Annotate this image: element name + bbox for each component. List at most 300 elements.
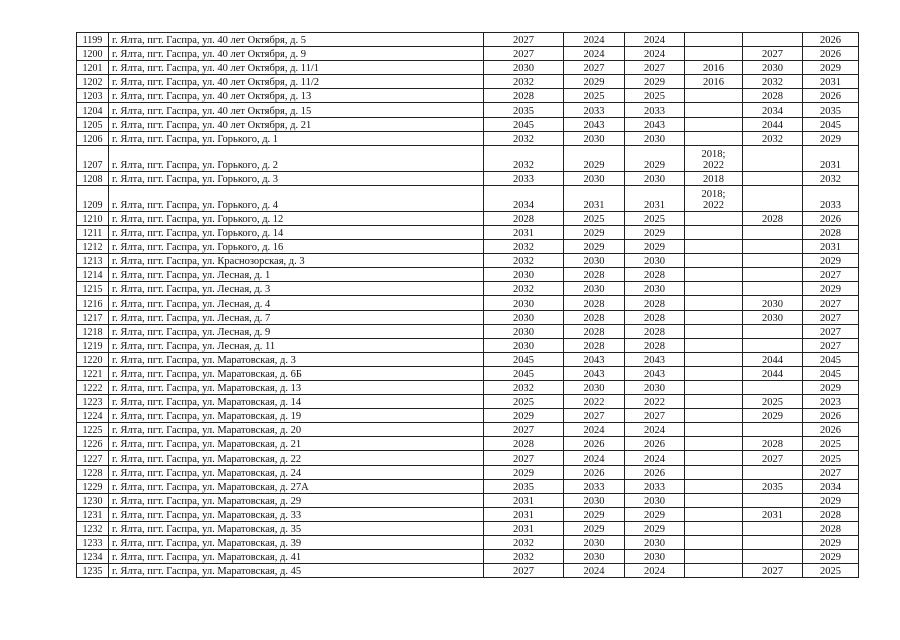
year-cell-c3: 2031 (625, 185, 685, 211)
year-cell-c1: 2033 (484, 171, 564, 185)
year-cell-c4 (685, 254, 743, 268)
table-row (77, 550, 859, 564)
year-cell-c2: 2024 (564, 33, 625, 47)
row-number: 1208 (77, 171, 109, 185)
address-cell: г. Ялта, пгт. Гаспра, ул. Маратовская, д. 35 (109, 521, 484, 535)
year-cell-c2: 2030 (564, 493, 625, 507)
year-cell-c2: 2031 (564, 185, 625, 211)
year-cell-c4 (685, 395, 743, 409)
row-number: 1209 (77, 185, 109, 211)
address-cell: г. Ялта, пгт. Гаспра, ул. Лесная, д. 3 (109, 282, 484, 296)
year-cell-c2: 2024 (564, 423, 625, 437)
year-cell-c3: 2029 (625, 75, 685, 89)
year-cell-c1: 2031 (484, 507, 564, 521)
row-number: 1216 (77, 296, 109, 310)
year-cell-c2: 2028 (564, 338, 625, 352)
table-row (77, 185, 859, 211)
row-number: 1214 (77, 268, 109, 282)
address-cell: г. Ялта, пгт. Гаспра, ул. Маратовская, д. 6Б (109, 366, 484, 380)
address-cell: г. Ялта, пгт. Гаспра, ул. Маратовская, д. 14 (109, 395, 484, 409)
year-cell-c1: 2032 (484, 380, 564, 394)
year-cell-c2: 2029 (564, 507, 625, 521)
year-cell-c5: 2025 (743, 395, 803, 409)
table-row (77, 521, 859, 535)
row-number: 1222 (77, 380, 109, 394)
year-cell-c6: 2045 (803, 366, 859, 380)
year-cell-c3: 2033 (625, 479, 685, 493)
address-cell: г. Ялта, пгт. Гаспра, ул. Лесная, д. 4 (109, 296, 484, 310)
row-number: 1233 (77, 536, 109, 550)
table-row (77, 75, 859, 89)
year-cell-c5: 2035 (743, 479, 803, 493)
row-number: 1235 (77, 564, 109, 578)
table-row (77, 268, 859, 282)
year-cell-c4 (685, 185, 743, 211)
table-row (77, 409, 859, 423)
year-cell-c2: 2026 (564, 465, 625, 479)
address-cell: г. Ялта, пгт. Гаспра, ул. Горького, д. 16 (109, 240, 484, 254)
year-cell-c4: 2018 (685, 171, 743, 185)
row-number: 1219 (77, 338, 109, 352)
year-cell-c3: 2030 (625, 550, 685, 564)
year-cell-c4 (685, 352, 743, 366)
address-cell: г. Ялта, пгт. Гаспра, ул. 40 лет Октября, д. 15 (109, 103, 484, 117)
year-cell-c4: 2016 (685, 75, 743, 89)
year-cell-c6: 2029 (803, 61, 859, 75)
year-cell-c3: 2043 (625, 117, 685, 131)
year-cell-c3: 2024 (625, 47, 685, 61)
year-cell-c1: 2045 (484, 352, 564, 366)
year-cell-c1: 2035 (484, 103, 564, 117)
address-cell: г. Ялта, пгт. Гаспра, ул. Маратовская, д. 29 (109, 493, 484, 507)
year-cell-c3: 2025 (625, 89, 685, 103)
year-cell-c2: 2028 (564, 268, 625, 282)
year-cell-c4 (685, 437, 743, 451)
year-cell-c6: 2023 (803, 395, 859, 409)
year-cell-c5 (743, 225, 803, 239)
year-cell-c2: 2029 (564, 145, 625, 171)
year-cell-c4 (685, 131, 743, 145)
year-cell-c6: 2029 (803, 254, 859, 268)
table-row (77, 61, 859, 75)
year-cell-c4 (685, 296, 743, 310)
year-cell-c3: 2026 (625, 465, 685, 479)
year-cell-c4 (685, 338, 743, 352)
table-row (77, 254, 859, 268)
year-cell-c4 (685, 324, 743, 338)
year-cell-c2: 2022 (564, 395, 625, 409)
year-cell-c2: 2024 (564, 451, 625, 465)
address-cell: г. Ялта, пгт. Гаспра, ул. 40 лет Октября, д. 13 (109, 89, 484, 103)
table-row (77, 117, 859, 131)
year-cell-c6: 2032 (803, 171, 859, 185)
row-number: 1221 (77, 366, 109, 380)
year-cell-c2: 2030 (564, 380, 625, 394)
year-cell-c1: 2027 (484, 47, 564, 61)
row-number: 1203 (77, 89, 109, 103)
year-cell-c2: 2029 (564, 75, 625, 89)
year-cell-c1: 2027 (484, 33, 564, 47)
year-cell-c4 (685, 47, 743, 61)
year-cell-c2: 2024 (564, 47, 625, 61)
year-cell-c1: 2030 (484, 296, 564, 310)
year-cell-c5 (743, 536, 803, 550)
year-cell-c1: 2027 (484, 451, 564, 465)
year-cell-c4 (685, 380, 743, 394)
year-cell-c4 (685, 145, 743, 171)
year-cell-c3: 2030 (625, 131, 685, 145)
year-cell-c4 (685, 536, 743, 550)
row-number: 1205 (77, 117, 109, 131)
year-cell-c2: 2024 (564, 564, 625, 578)
year-cell-c3: 2029 (625, 225, 685, 239)
address-cell: г. Ялта, пгт. Гаспра, ул. Горького, д. 14 (109, 225, 484, 239)
year-cell-c4 (685, 564, 743, 578)
year-cell-c5 (743, 268, 803, 282)
repair-schedule-table (76, 32, 859, 578)
year-cell-c2: 2029 (564, 225, 625, 239)
year-cell-c6: 2026 (803, 409, 859, 423)
year-cell-c5 (743, 282, 803, 296)
year-cell-c6: 2029 (803, 536, 859, 550)
row-number: 1217 (77, 310, 109, 324)
year-cell-c5 (743, 493, 803, 507)
year-cell-c2: 2029 (564, 521, 625, 535)
year-cell-c5 (743, 324, 803, 338)
table-row (77, 338, 859, 352)
year-cell-c4 (685, 493, 743, 507)
row-number: 1229 (77, 479, 109, 493)
year-cell-c2: 2033 (564, 103, 625, 117)
year-cell-c5: 2028 (743, 437, 803, 451)
year-cell-c4 (685, 240, 743, 254)
table-row (77, 310, 859, 324)
year-cell-c2: 2030 (564, 536, 625, 550)
year-cell-c2: 2043 (564, 352, 625, 366)
year-cell-c1: 2032 (484, 240, 564, 254)
row-number: 1231 (77, 507, 109, 521)
table-row (77, 145, 859, 171)
year-cell-c3: 2043 (625, 352, 685, 366)
year-cell-c1: 2031 (484, 521, 564, 535)
year-cell-c6: 2027 (803, 268, 859, 282)
year-cell-c3: 2024 (625, 423, 685, 437)
year-cell-c3: 2043 (625, 366, 685, 380)
row-number: 1199 (77, 33, 109, 47)
year-cell-c2: 2030 (564, 131, 625, 145)
year-cell-c5: 2027 (743, 451, 803, 465)
row-number: 1220 (77, 352, 109, 366)
year-cell-c1: 2045 (484, 117, 564, 131)
year-cell-c5 (743, 145, 803, 171)
year-cell-c3: 2030 (625, 282, 685, 296)
year-cell-c2: 2033 (564, 479, 625, 493)
year-cell-c6: 2027 (803, 310, 859, 324)
row-number: 1212 (77, 240, 109, 254)
table-row (77, 240, 859, 254)
year-cell-c5 (743, 465, 803, 479)
year-cell-c4 (685, 282, 743, 296)
year-cell-c3: 2030 (625, 171, 685, 185)
table-row (77, 536, 859, 550)
year-cell-c3: 2028 (625, 310, 685, 324)
year-cell-c1: 2030 (484, 310, 564, 324)
address-cell: г. Ялта, пгт. Гаспра, ул. Горького, д. 1 (109, 131, 484, 145)
address-cell: г. Ялта, пгт. Гаспра, ул. Лесная, д. 9 (109, 324, 484, 338)
year-cell-c1: 2027 (484, 564, 564, 578)
year-cell-c2: 2025 (564, 211, 625, 225)
address-cell: г. Ялта, пгт. Гаспра, ул. Горького, д. 12 (109, 211, 484, 225)
year-cell-c6: 2026 (803, 423, 859, 437)
year-cell-c6: 2029 (803, 550, 859, 564)
year-cell-c4 (685, 465, 743, 479)
table-row (77, 465, 859, 479)
year-cell-c6: 2026 (803, 47, 859, 61)
year-cell-c5: 2032 (743, 75, 803, 89)
year-cell-c5: 2030 (743, 296, 803, 310)
year-cell-c3: 2030 (625, 254, 685, 268)
year-cell-c3: 2028 (625, 338, 685, 352)
address-cell: г. Ялта, пгт. Гаспра, ул. Маратовская, д. 13 (109, 380, 484, 394)
year-cell-c5: 2027 (743, 564, 803, 578)
table-row (77, 366, 859, 380)
year-cell-c6: 2028 (803, 507, 859, 521)
year-cell-c1: 2032 (484, 550, 564, 564)
year-cell-c6: 2028 (803, 225, 859, 239)
year-cell-c2: 2029 (564, 240, 625, 254)
address-cell: г. Ялта, пгт. Гаспра, ул. Краснозорская, д. 3 (109, 254, 484, 268)
year-cell-c4 (685, 225, 743, 239)
address-cell: г. Ялта, пгт. Гаспра, ул. 40 лет Октября, д. 11/2 (109, 75, 484, 89)
year-cell-c2: 2030 (564, 550, 625, 564)
year-cell-c5 (743, 185, 803, 211)
year-cell-c1: 2030 (484, 338, 564, 352)
year-cell-c3: 2029 (625, 145, 685, 171)
address-cell: г. Ялта, пгт. Гаспра, ул. Горького, д. 3 (109, 171, 484, 185)
year-cell-c6: 2027 (803, 324, 859, 338)
year-line-1: 2018; (701, 148, 726, 160)
table-row (77, 103, 859, 117)
year-cell-c5 (743, 171, 803, 185)
row-number: 1207 (77, 145, 109, 171)
year-line-2: 2022 (703, 159, 724, 171)
year-cell-c6: 2026 (803, 33, 859, 47)
table-body (77, 33, 859, 578)
year-cell-c6: 2035 (803, 103, 859, 117)
year-cell-c3: 2029 (625, 507, 685, 521)
address-cell: г. Ялта, пгт. Гаспра, ул. Маратовская, д. 3 (109, 352, 484, 366)
table-row (77, 225, 859, 239)
year-cell-c5 (743, 338, 803, 352)
year-cell-c2: 2030 (564, 282, 625, 296)
address-cell: г. Ялта, пгт. Гаспра, ул. 40 лет Октября, д. 11/1 (109, 61, 484, 75)
row-number: 1200 (77, 47, 109, 61)
year-cell-c6: 2025 (803, 564, 859, 578)
row-number: 1224 (77, 409, 109, 423)
row-number: 1226 (77, 437, 109, 451)
year-cell-c4 (685, 507, 743, 521)
year-cell-c3: 2029 (625, 240, 685, 254)
table-row (77, 352, 859, 366)
year-cell-c3: 2026 (625, 437, 685, 451)
year-cell-c6: 2027 (803, 465, 859, 479)
year-cell-c2: 2028 (564, 324, 625, 338)
year-cell-c3: 2024 (625, 564, 685, 578)
year-cell-c4 (685, 268, 743, 282)
year-cell-c4 (685, 211, 743, 225)
year-cell-c2: 2026 (564, 437, 625, 451)
year-cell-c6: 2031 (803, 240, 859, 254)
year-cell-c2: 2028 (564, 296, 625, 310)
year-cell-c3: 2029 (625, 521, 685, 535)
row-number: 1218 (77, 324, 109, 338)
row-number: 1215 (77, 282, 109, 296)
year-cell-c6: 2034 (803, 479, 859, 493)
year-cell-c5 (743, 33, 803, 47)
row-number: 1225 (77, 423, 109, 437)
year-cell-c4 (685, 423, 743, 437)
year-cell-c5: 2028 (743, 89, 803, 103)
year-cell-c4 (685, 451, 743, 465)
year-cell-c2: 2027 (564, 61, 625, 75)
address-cell: г. Ялта, пгт. Гаспра, ул. Горького, д. 2 (109, 145, 484, 171)
year-cell-c5: 2030 (743, 61, 803, 75)
year-cell-c5: 2034 (743, 103, 803, 117)
year-cell-c4 (685, 103, 743, 117)
year-cell-c6: 2031 (803, 145, 859, 171)
year-cell-c2: 2030 (564, 254, 625, 268)
address-cell: г. Ялта, пгт. Гаспра, ул. Маратовская, д. 24 (109, 465, 484, 479)
address-cell: г. Ялта, пгт. Гаспра, ул. Маратовская, д. 19 (109, 409, 484, 423)
table-row (77, 89, 859, 103)
year-cell-c3: 2025 (625, 211, 685, 225)
table-row (77, 324, 859, 338)
year-cell-c6: 2029 (803, 380, 859, 394)
year-cell-c3: 2030 (625, 536, 685, 550)
year-cell-c2: 2043 (564, 117, 625, 131)
row-number: 1202 (77, 75, 109, 89)
year-cell-c6: 2033 (803, 185, 859, 211)
year-cell-c6: 2027 (803, 338, 859, 352)
year-cell-c6: 2025 (803, 451, 859, 465)
year-cell-c6: 2031 (803, 75, 859, 89)
year-cell-c4 (685, 479, 743, 493)
address-cell: г. Ялта, пгт. Гаспра, ул. Лесная, д. 11 (109, 338, 484, 352)
row-number: 1223 (77, 395, 109, 409)
year-cell-c1: 2030 (484, 268, 564, 282)
year-cell-c1: 2032 (484, 145, 564, 171)
year-cell-c5: 2044 (743, 366, 803, 380)
table-row (77, 451, 859, 465)
year-cell-c1: 2030 (484, 61, 564, 75)
year-cell-c4 (685, 117, 743, 131)
table-row (77, 423, 859, 437)
year-cell-c4 (685, 550, 743, 564)
year-cell-c6: 2028 (803, 521, 859, 535)
year-cell-c6: 2025 (803, 437, 859, 451)
row-number: 1232 (77, 521, 109, 535)
year-cell-c6: 2026 (803, 89, 859, 103)
table-row (77, 493, 859, 507)
address-cell: г. Ялта, пгт. Гаспра, ул. 40 лет Октября, д. 9 (109, 47, 484, 61)
address-cell: г. Ялта, пгт. Гаспра, ул. 40 лет Октября, д. 21 (109, 117, 484, 131)
year-cell-c5 (743, 423, 803, 437)
year-cell-c5: 2027 (743, 47, 803, 61)
address-cell: г. Ялта, пгт. Гаспра, ул. Лесная, д. 7 (109, 310, 484, 324)
year-cell-c1: 2029 (484, 409, 564, 423)
table-row (77, 33, 859, 47)
address-cell: г. Ялта, пгт. Гаспра, ул. Маратовская, д. 22 (109, 451, 484, 465)
year-cell-c3: 2022 (625, 395, 685, 409)
address-cell: г. Ялта, пгт. Гаспра, ул. Маратовская, д. 21 (109, 437, 484, 451)
year-cell-c5: 2030 (743, 310, 803, 324)
year-cell-c3: 2028 (625, 296, 685, 310)
year-cell-c5: 2029 (743, 409, 803, 423)
table-row (77, 211, 859, 225)
year-cell-c6: 2026 (803, 211, 859, 225)
year-cell-c2: 2028 (564, 310, 625, 324)
table-row (77, 437, 859, 451)
year-cell-c1: 2032 (484, 75, 564, 89)
year-cell-c4 (685, 310, 743, 324)
year-cell-c5 (743, 254, 803, 268)
year-cell-c6: 2029 (803, 493, 859, 507)
row-number: 1201 (77, 61, 109, 75)
year-cell-c5 (743, 521, 803, 535)
year-cell-c6: 2029 (803, 131, 859, 145)
table-row (77, 395, 859, 409)
year-cell-c2: 2043 (564, 366, 625, 380)
year-line-2: 2022 (703, 199, 724, 211)
address-cell: г. Ялта, пгт. Гаспра, ул. Маратовская, д. 27А (109, 479, 484, 493)
table-row (77, 479, 859, 493)
row-number: 1227 (77, 451, 109, 465)
table-row (77, 507, 859, 521)
row-number: 1234 (77, 550, 109, 564)
table-row (77, 47, 859, 61)
year-cell-c4: 2016 (685, 61, 743, 75)
year-cell-c1: 2028 (484, 211, 564, 225)
year-cell-c3: 2027 (625, 61, 685, 75)
year-cell-c5 (743, 380, 803, 394)
year-cell-c2: 2030 (564, 171, 625, 185)
year-cell-c4 (685, 366, 743, 380)
address-cell: г. Ялта, пгт. Гаспра, ул. Маратовская, д. 39 (109, 536, 484, 550)
year-cell-c2: 2027 (564, 409, 625, 423)
year-cell-c4 (685, 89, 743, 103)
year-cell-c3: 2030 (625, 380, 685, 394)
year-cell-c4 (685, 33, 743, 47)
year-cell-c1: 2028 (484, 89, 564, 103)
year-cell-c1: 2030 (484, 324, 564, 338)
year-cell-c1: 2025 (484, 395, 564, 409)
year-cell-c2: 2025 (564, 89, 625, 103)
year-cell-c3: 2024 (625, 451, 685, 465)
table-row (77, 564, 859, 578)
address-cell: г. Ялта, пгт. Гаспра, ул. Маратовская, д. 20 (109, 423, 484, 437)
year-cell-c3: 2030 (625, 493, 685, 507)
year-cell-c1: 2032 (484, 536, 564, 550)
address-cell: г. Ялта, пгт. Гаспра, ул. Маратовская, д. 33 (109, 507, 484, 521)
address-cell: г. Ялта, пгт. Гаспра, ул. Лесная, д. 1 (109, 268, 484, 282)
year-cell-c4 (685, 521, 743, 535)
year-cell-c5: 2032 (743, 131, 803, 145)
year-cell-c5: 2028 (743, 211, 803, 225)
year-cell-c6: 2045 (803, 352, 859, 366)
year-cell-c1: 2028 (484, 437, 564, 451)
year-cell-c5: 2031 (743, 507, 803, 521)
year-cell-c1: 2032 (484, 282, 564, 296)
